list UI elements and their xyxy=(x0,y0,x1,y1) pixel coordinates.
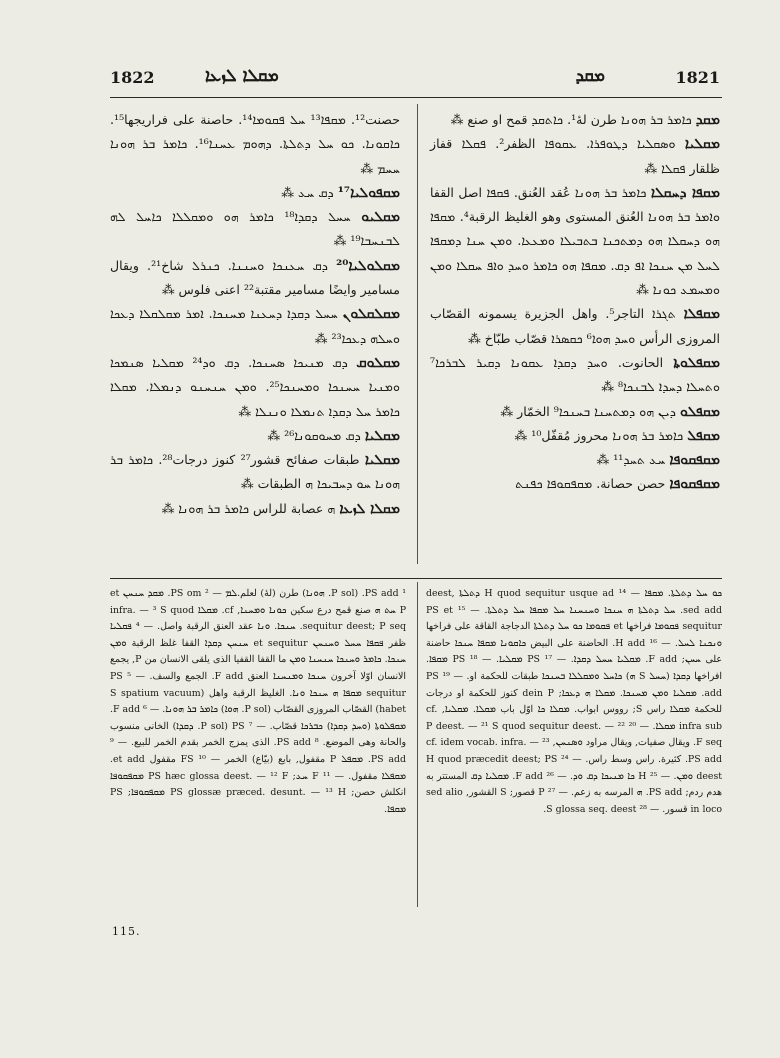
running-head-right: ܡܩܕ xyxy=(575,66,605,86)
entry-text: ܟܐܡܪ ܒܪ ܗܘܢܐ عُقد العُنق. ܦܩܦܐ اصل القفا ܘܐܡܪ ܒܪ ܗܘܢܐ العُنق المستوى وهو الغليظ الرقبة⁴. ܡܩܦܐ ܗܘ ܕܚܩܠܐ ܗܘ ܕܡܬܟܢܐ ܒܬܒܝܠܐ ܘܡܥܥܐ. ܘܡܢ ܚܢܐ ܕܡܩܦܐ ܠܚܠ ܡܢ ܚܢܟܐ ܐܦ ܕܩ. ܡܩܦܐ ܗܘ ܟܐܡܪ ܘܚܕ ܘܐܦ ܚܩܠܐ ܘܡܢ ܘܡܚܡܥ ܟܘܢܐ ⁂ xyxy=(430,184,720,298)
footnote-block: ܟܘ ܚܠ ܕܬܠܬܐ. ܡܩܦܐ — ¹⁴ H quod sequitur usque ad ܕܬܠܬܐ deest, sed add. ܚܠ ܕܬܠܬܐ ܗ ܚܢܟܐ ܘܚܢܚܢܐ ܚܠ ܡܩܦܐ ܚܠ ܕܬܠܬܐ. — ¹⁵ PS et sequitur ܦܩܘܡܐ فراخها et ܦܩܘܡܐ ܟܘ ܚܠ ܕܬܠܬܐ الدجاجة القاقة على فراخها ܘܢܟܢܐ ܠܚܠ. — ¹⁶ H add. الحاضنة على البيض ܟܐܩܘܢܐ ܡܩܦܐ ܚܢܟܐ حاضنة على ܚܚܢ; F add. ܡܩܠܝܐ ܚܚܠ ܕܩܕܐ. — ¹⁷ PS ܡܩܠܝܐ. — ¹⁸ PS ܡܩܦܐ. افراخها ܕܩܕܐ (ܚܚܠ S ܗ) ܟܐܚܠ ܘܡܩܠܠܐ ܒܚܢܟܐ طبقات للحكمة او. — ¹⁹ PS add. ܡܩܠܝܐ ܘܡܢ ܡܚܢܟܐ. ܡܩܠܐ ܗ ܕܥܟܐ; dein P كنوز للحكمة او درجات للحكمة ܡܩܠܐ راس S; رووس ابواب. ܡܩܠܐ ܟܐ اوّل باب ܡܩܠܐ. ܡܩܠܝܐ, cf. infra sub ܡܩܠܐ. — ²⁰ P deest. — ²¹ S quod sequitur deest. — ²² F seq. ويقال صفيات, ويقال مراود ܘܣܢܚܢ, cf. idem vocab. infra. — ²³ PS add. كثيرة. راس وسط راس. — ²⁴ H quod præcedit deest; PS deest ܘܡܢ. — ²⁵ H ܟܐ ܡܢܝܟܐ ܕܩ ܘܕ. — ²⁶ F add. ܡܩܠܝܐ ܕܩ المستتر به هدم ردم; PS add. ܗ المرسه به زعم. — ²⁷ P قصور; S القشور, sed alio in loco قسور. — ²⁸ S glossa seq. deest. xyxy=(426,588,723,815)
entry xyxy=(110,448,400,497)
entry-text: ܕܝܢ ܗܘ ܕܡܬܚܢܐ ܒܚܢܟܐ⁹ الخمّار ⁂ xyxy=(500,403,676,419)
headword: ܡܩܕ xyxy=(695,112,720,128)
entry-text: ܚܥ ܬܚܕ¹¹ ⁂ xyxy=(596,452,666,468)
headword: ܡܩܠܘܩ xyxy=(356,354,400,371)
entry xyxy=(110,424,400,448)
entry-text: ܟܐܡܪ ܒܪ ܗܘܢܐ محروز مُقفّل¹⁰ ⁂ xyxy=(514,427,684,443)
entry-text: ܕܩ ܡܚܘܩܘܢܐ²⁶ ⁂ xyxy=(267,427,361,443)
entry-text: ܕܩ ܚܥ ⁂ xyxy=(281,184,334,200)
entry-text: طبقات صفائح قشور²⁷ كنوز درجات²⁸. ܟܐܡܪ ܒܪ ܗܘܢܐ ܚܘ ܕܚܒܝܟܐ ܗ الطبقات ⁂ xyxy=(110,452,400,492)
entry xyxy=(430,351,720,400)
entry-text: ܟܐܡܪ ܒܪ ܗܘܢܐ طرن لهٔ¹. ܟܐܬܩܕ قمح او صنع ⁂ xyxy=(450,112,692,127)
headword: ܡܩܦܠܐ xyxy=(683,306,720,323)
headword: ܡܩܦܠܘ xyxy=(680,403,720,420)
entry xyxy=(110,351,400,424)
running-head xyxy=(110,68,720,94)
entry-text: الحانوت. ܘܚܕ ܕܩܕܐ ܥܩܘܢܐ ܕܩܝܪ ܠܒܪܟܐ⁷ ܘܬܚܠܐ ܕܚܕܐ ܠܒܢܟܐ⁸ ⁂ xyxy=(430,354,720,395)
running-head-left: ܡܩܠܐ ܠܙܥܐ xyxy=(205,66,279,86)
headword: ܡܩܦܩܘܦܐ xyxy=(669,476,720,493)
page-number-left: 1822 xyxy=(110,68,155,87)
footnotes-rule xyxy=(110,578,722,579)
footnotes-divider xyxy=(417,582,418,907)
entry xyxy=(110,254,400,303)
entry-text: ܬܓܪܐ التاجر⁵. واهل الجزيرة يسمونه القصّاب المروزى الرأس ܘܚܕ ܗܘܐ⁶ ܟܩܣܪܐ قصّاب طبّاخ ⁂ xyxy=(430,306,720,346)
headword: ܡܩܠܩܠܘܢ xyxy=(342,306,400,323)
entry xyxy=(110,108,400,181)
headword: ܡܩܦܐ ܕܚܩܠܐ xyxy=(650,184,720,201)
entry xyxy=(430,302,720,351)
entry xyxy=(430,108,720,132)
entry xyxy=(110,302,400,351)
headword: ܡܩܠܝܐ xyxy=(684,136,720,153)
entry xyxy=(110,181,400,205)
signature-mark: 115. xyxy=(112,925,141,938)
headword: ܡܩܦܘܠܝܐ¹⁷ xyxy=(337,184,400,201)
headword: ܡܩܠܝܐ xyxy=(364,427,400,444)
entry xyxy=(110,205,400,254)
page-number-right: 1821 xyxy=(675,68,720,87)
entry xyxy=(430,424,720,448)
headword: ܡܩܦܠ xyxy=(687,427,720,444)
entry-text: ܗ عصابة للراس ܟܐܡܪ ܒܪ ܗܘܢܐ ⁂ xyxy=(161,500,336,516)
right-column xyxy=(430,108,720,497)
entry xyxy=(110,497,400,521)
entry-text: ܕܩ ܡܢܝܟܐ ܣܚܢܟܐ. ܕܩ ܘܕ²⁴ ܡܩܠܝܐ ܣܢܡܟܐ ܘܡܢܝܐ ܚܚܢܟܐ ܘܡܚܢܟܐ²⁵. ܘܡܢ ܚܢܚܢܘ ܕܢܡܠܐ. ܡܩܠܐ ܟܐܡܪ ܚܠ ܕܩܕܐ ܬܢܡܠܐ ܘܢܢܠܐ ⁂ xyxy=(110,354,400,419)
headword: ܡܩܦܠܘܬܐ xyxy=(673,354,720,371)
headword: ܡܩܠܝܐ xyxy=(364,452,400,469)
entry-text: حصنت¹². ܡܩܦܐ¹³ ܚܠ ܦܩܘܡܐ¹⁴. حاصنة على فراريجها¹⁵. ܟܐܩܘܢܐ. ܟܘ ܚܠ ܕܬܠܬܐ. ܕܗܘܡ ܥܚܢܐ¹⁶. ܟܐܡܪ ܒܪ ܗܘܢܐ ܚܚܡ ⁂ xyxy=(110,112,401,176)
left-column xyxy=(110,108,400,521)
entry xyxy=(430,472,720,496)
entry-text: ܕܩ ܚܥܢܟܐ ܘܚܢܢܐ. ܟܢܪܠ شاخ²¹. ويقال مسامير وايضًا مسامير مقتبة²² اعنى فلوس ⁂ xyxy=(110,257,400,298)
entry-text: ܘܣܩܠܝܐ ܕܛܘܦܪܐ. ܥܩܘܦܐ الظفر². ܦܩܠܐ قفاز ظلقار ܦܩܠܐ ⁂ xyxy=(430,136,720,176)
entry xyxy=(430,448,720,472)
footnotes-right xyxy=(426,586,722,818)
footnotes-left xyxy=(110,586,406,818)
headword: ܡܩܦܩܘܦܐ xyxy=(669,452,720,469)
column-divider xyxy=(417,104,418,564)
entry xyxy=(430,181,720,302)
headword: ܡܩܠܐ ܠܙܥܐ xyxy=(339,500,400,517)
entry xyxy=(430,400,720,424)
footnote-block: ¹ PS add. (P sol. ܗܘܢܐ) طرن (لهٔ) لعلم.ܠܡ — ² PS om. ܡܩܕ ܚܢܚܢ et P ܚܬ ܗ صنع قمح درع سكين ܟܘܢܐ ܘܡܚܢܐ, cf. ܡܩܠܐ infra. — ³ S quod sequitur deest; P seq. ܚܢܟܐ. ܘܢܐ عقد العنق الرقبة واصل. — ⁴ ܦܩܠܝܐ ظفر ܦܩܦܐ ܚܚܠ ܘܚܢܚܢ et sequitur ܚܢܚܢ ܕܩܕܐ القفا غلظ الرقبة ܘܡܢ ܚܢܟܐ. ܟܐܡܪ ܘܚܢܟܐ ܚܢܚܢܐ ܘܡܢ ما القفا القفيا الذى يلقى الانسان من P, يجمع الانسان اوّلا آخرون ܚܢܟܐ ܘܡܢܚܢܐ العنق F add. الجمع والسف. — ⁵ PS sequitur ܡܩܦܐ ܗ ܚܢܟܐ ܘܢܐ. الغليظ الرقبة واهل (S spatium vacuum habet) القصّاب المروزى القصّاب (P sol. ܗܘܐ) ܟܐܡܪ ܒܪ ܗܘܢܐ. — ⁶ F add. ܡܩܦܠܘܬܐ (ܘܚܕ ܕܩܕܐ) ܟܒܪܟܐ قصّاب. — ⁷ PS (P sol. ܕܩܕܐ) الخانى منسوب والحانة وهى الموضع. ⁸ PS add. الذى يمزج الخمر بقدم الخمر للبيع. — ⁹ PS add. ܡܩܦܠ P مقفول, بايع (بيّاع) الخمر — ¹⁰ FS مقفول et add. ܡܩܦܠܐ مقفول. — ¹¹ F ܚܥ; PS hæc glossa deest. — ¹² F ܡܩܦܩܘܦܐ انكلش حصن; PS glossæ præced. desunt. — ¹³ H ܡܩܦܩܘܦܐ; PS ܡܩܦܐ. xyxy=(110,588,407,815)
entry-text: حصن حصانة. ܡܩܦܩܘܦܐ ܟܦܢܬ xyxy=(515,476,666,492)
entry-text: ܚܚܠ ܕܩܕܐ¹⁸ ܟܐܡܪ ܗܘ ܘܡܩܠܠܐ ܟܐܚܠ ܠܗ ܠܒܢܚܒܐ¹⁹ ⁂ xyxy=(110,209,400,249)
entry-text: ܚܚܠ ܕܩܕܐ ܕܚܥܢܐ ܡܚܢܟܐ. ܐܡܪ ܡܩܠܩܠܐ ܕܥܟܐ ܘܚܠܗ ܕܥܟܐ²³ ⁂ xyxy=(110,306,400,346)
headword: ܡܩܠܘܠܝܐ²⁰ xyxy=(336,257,401,274)
headword: ܡܩܠܝܘ xyxy=(361,209,400,226)
entry xyxy=(430,132,720,181)
header-rule xyxy=(110,97,722,98)
